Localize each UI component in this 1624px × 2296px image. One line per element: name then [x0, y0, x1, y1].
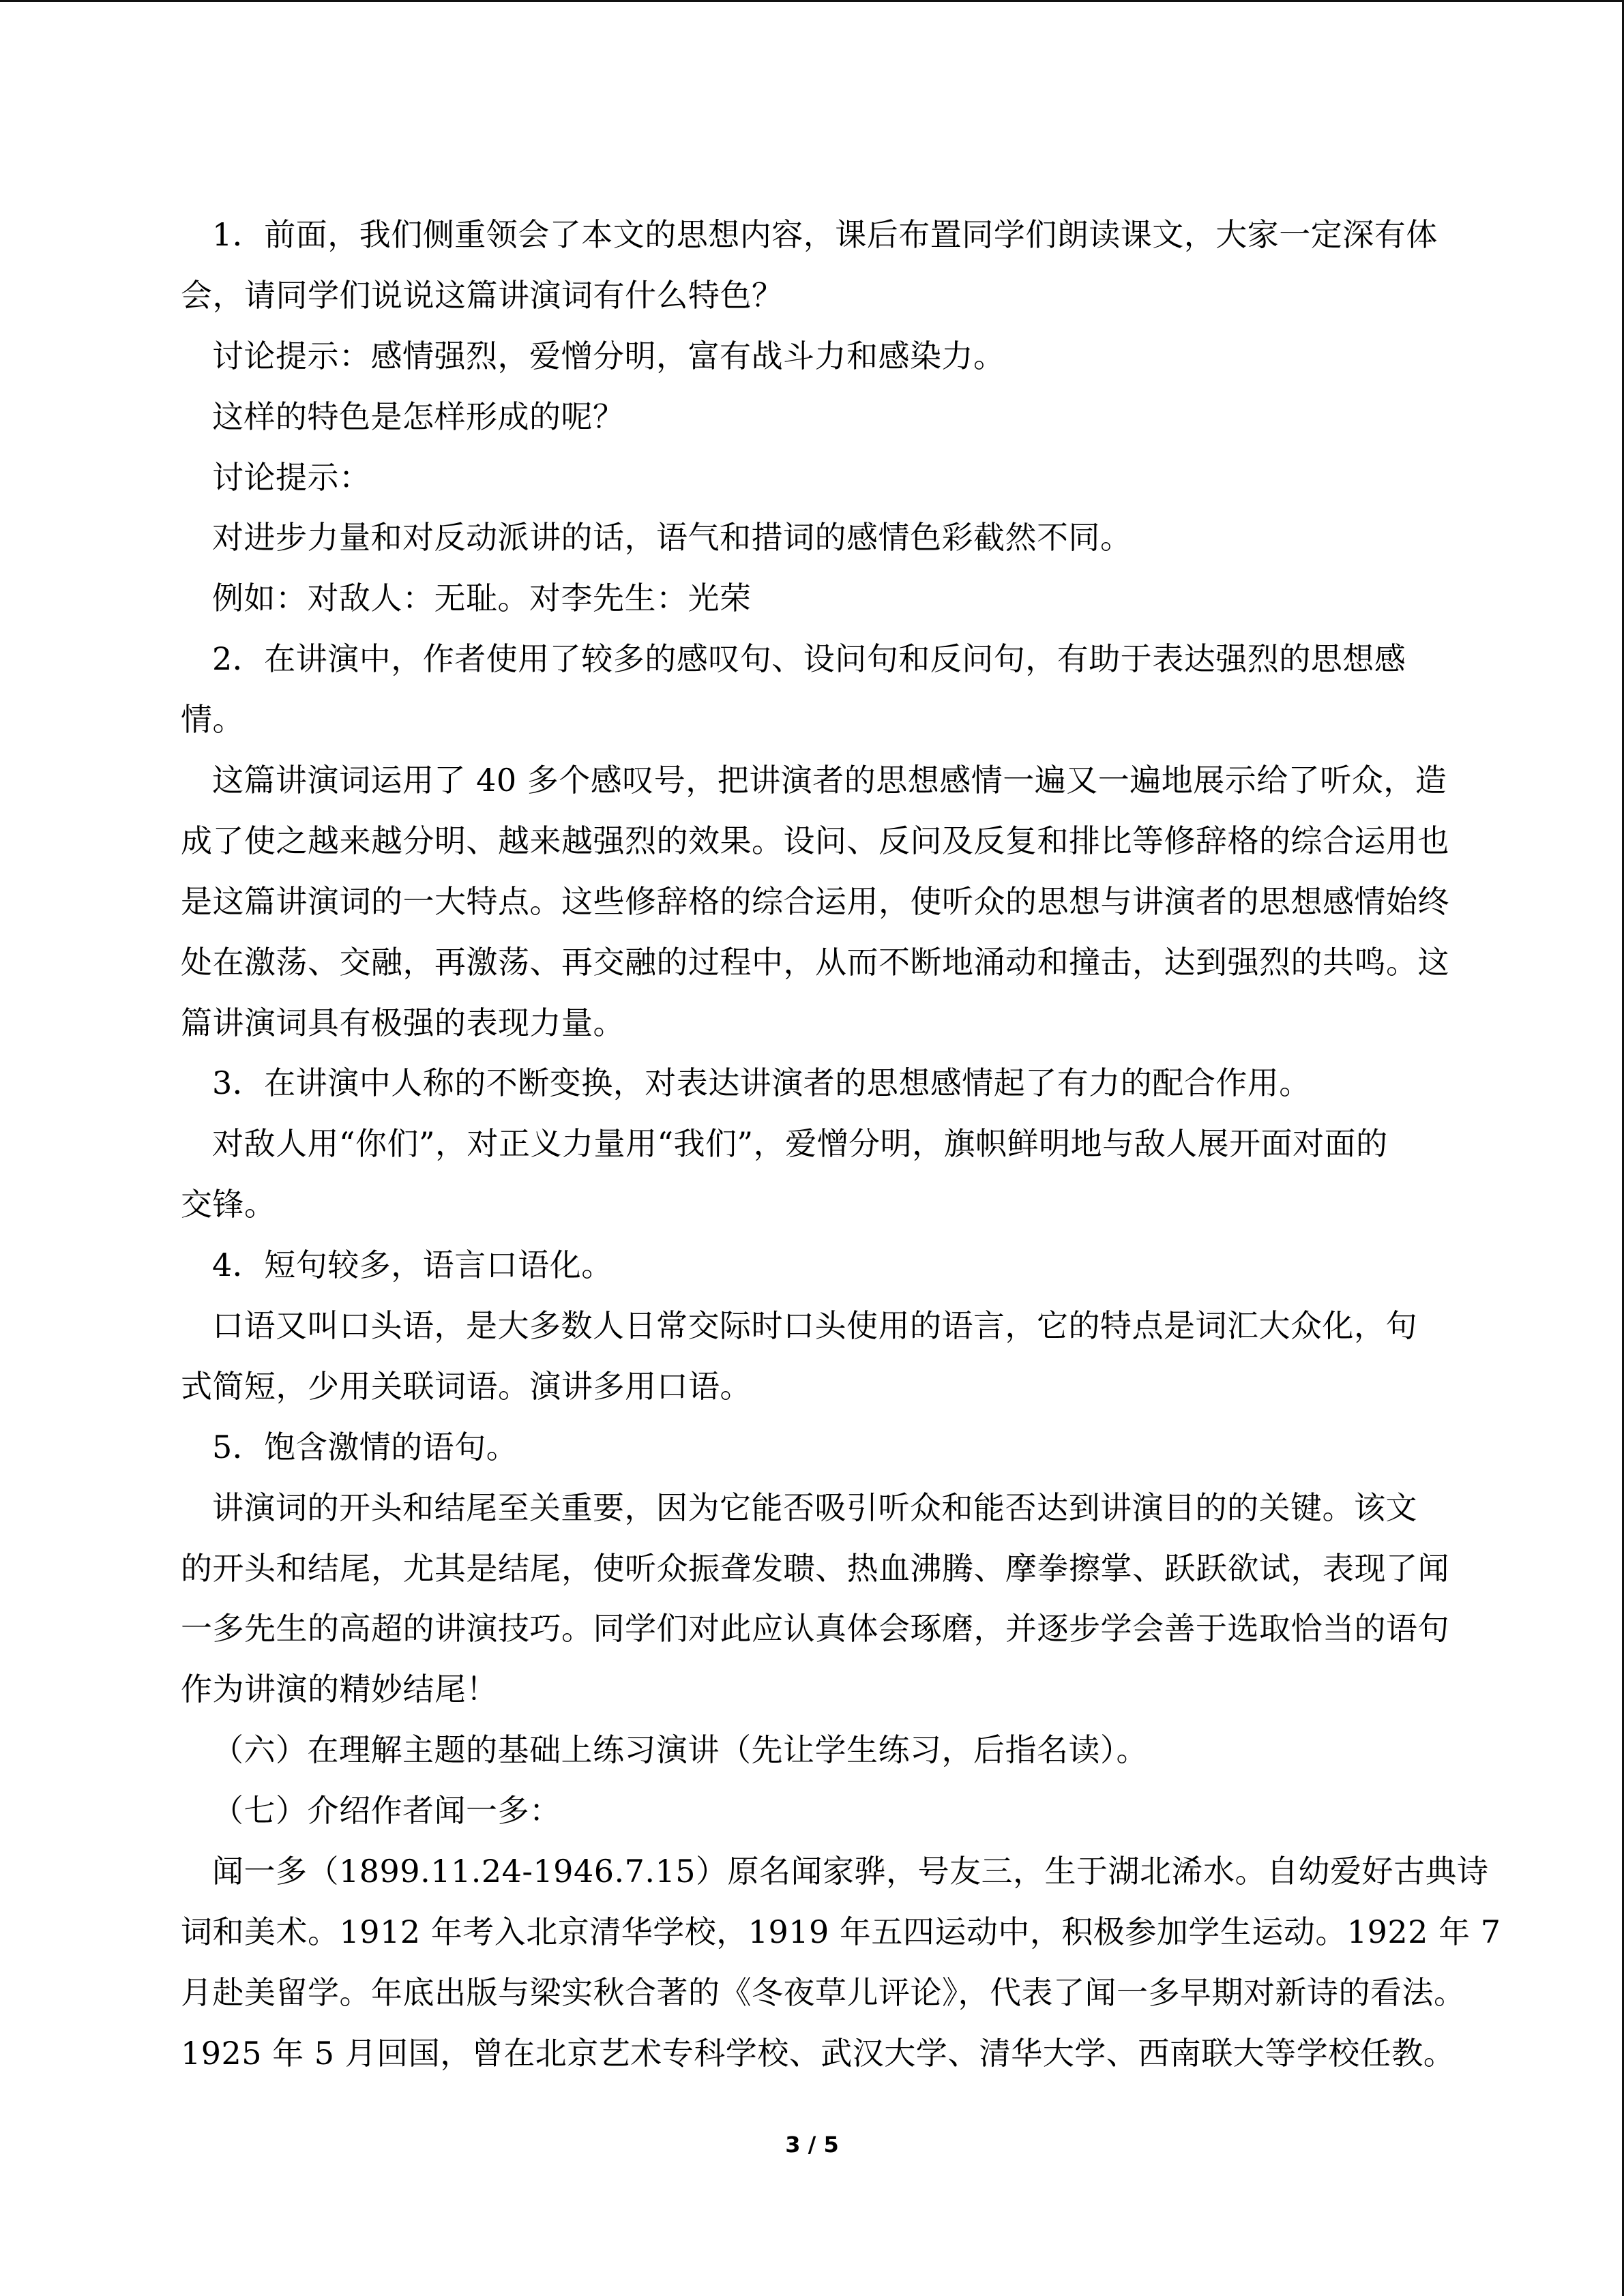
text-line: 这样的特色是怎样形成的呢？ — [212, 398, 625, 435]
text-line: 闻一多（1899.11.24-1946.7.15）原名闻家骅，号友三，生于湖北浠水。自幼爱好古典诗 — [212, 1853, 1489, 1890]
text-line: 对敌人用“你们”，对正义力量用“我们”，爱憎分明，旗帜鲜明地与敌人展开面对面的 — [212, 1125, 1388, 1163]
text-line: 月赴美留学。年底出版与梁实秋合著的《冬夜草儿评论》，代表了闻一多早期对新诗的看法。 — [181, 1973, 1466, 2011]
text-line: 对进步力量和对反动派讲的话，语气和措词的感情色彩截然不同。 — [212, 519, 1132, 556]
text-line: 讲演词的开头和结尾至关重要，因为它能否吸引听众和能否达到讲演目的的关键。该文 — [212, 1489, 1417, 1526]
text-line: 这篇讲演词运用了 40 多个感叹号，把讲演者的思想感情一遍又一遍地展示给了听众，造 — [212, 762, 1447, 799]
text-line: 4．短句较多，语言口语化。 — [212, 1247, 613, 1284]
text-line: 例如：对敌人：无耻。对李先生：光荣 — [212, 580, 752, 617]
text-line: 3．在讲演中人称的不断变换，对表达讲演者的思想感情起了有力的配合作用。 — [212, 1064, 1311, 1102]
text-line: 讨论提示：感情强烈，爱憎分明，富有战斗力和感染力。 — [212, 337, 1005, 374]
text-line: 的开头和结尾，尤其是结尾，使听众振聋发聩、热血沸腾、摩拳擦掌、跃跃欲试，表现了闻 — [181, 1549, 1449, 1587]
text-line: 成了使之越来越分明、越来越强烈的效果。设问、反问及反复和排比等修辞格的综合运用也 — [181, 822, 1449, 859]
text-line: 交锋。 — [181, 1186, 276, 1223]
text-line: 讨论提示： — [212, 458, 371, 496]
text-line: 情。 — [181, 701, 244, 739]
text-line: 口语又叫口头语，是大多数人日常交际时口头使用的语言，它的特点是词汇大众化，句 — [212, 1307, 1417, 1345]
page-number: 3 / 5 — [785, 2132, 839, 2158]
document-body — [181, 205, 1501, 2084]
text-line: （六）在理解主题的基础上练习演讲（先让学生练习，后指名读）。 — [212, 1731, 1148, 1769]
text-line: （七）介绍作者闻一多： — [212, 1792, 561, 1830]
text-line: 会，请同学们说说这篇讲演词有什么特色？ — [181, 276, 784, 314]
text-line: 是这篇讲演词的一大特点。这些修辞格的综合运用，使听众的思想与讲演者的思想感情始终 — [181, 882, 1449, 920]
text-line: 篇讲演词具有极强的表现力量。 — [181, 1004, 625, 1041]
text-line: 2．在讲演中，作者使用了较多的感叹句、设问句和反问句，有助于表达强烈的思想感 — [212, 640, 1406, 678]
text-line: 5．饱含激情的语句。 — [212, 1428, 518, 1465]
text-line: 一多先生的高超的讲演技巧。同学们对此应认真体会琢磨，并逐步学会善于选取恰当的语句 — [181, 1610, 1449, 1648]
page-border-top — [0, 0, 1624, 2]
text-line: 处在激荡、交融，再激荡、再交融的过程中，从而不断地涌动和撞击，达到强烈的共鸣。这 — [181, 943, 1449, 981]
text-line: 1．前面，我们侧重领会了本文的思想内容，课后布置同学们朗读课文，大家一定深有体 — [212, 216, 1438, 253]
text-line: 作为讲演的精妙结尾！ — [181, 1671, 498, 1708]
text-line: 词和美术。1912 年考入北京清华学校，1919 年五四运动中，积极参加学生运动。1922 年 7 — [181, 1913, 1501, 1950]
text-line: 1925 年 5 月回国，曾在北京艺术专科学校、武汉大学、清华大学、西南联大等学校任教。 — [181, 2034, 1456, 2072]
text-line: 式简短，少用关联词语。演讲多用口语。 — [181, 1367, 752, 1405]
